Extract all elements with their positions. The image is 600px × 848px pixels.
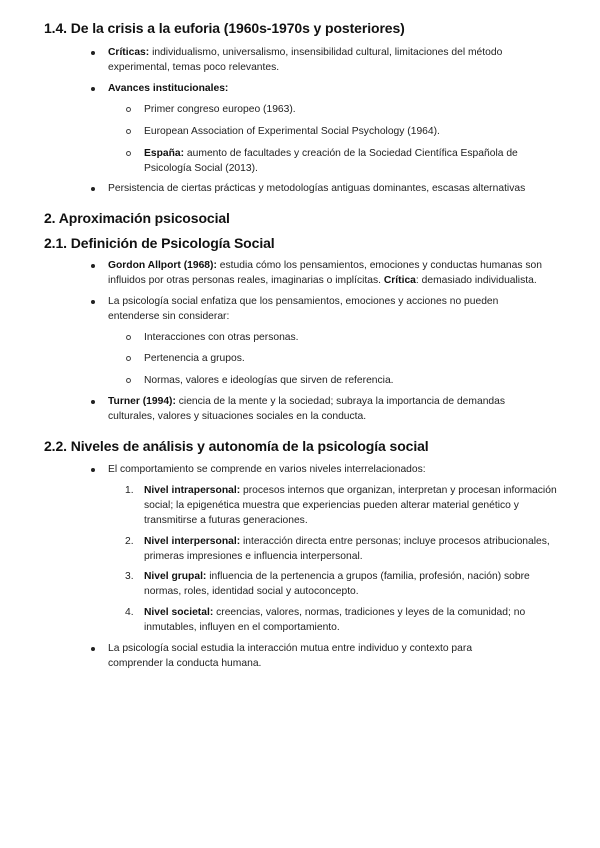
sub-item-pertenencia: Pertenencia a grupos. xyxy=(144,351,564,366)
list-item-intro: El comportamiento se comprende en varios niveles interrelacionados: xyxy=(108,462,548,477)
critica-label: Crítica xyxy=(383,275,416,286)
list-item-turner xyxy=(108,394,548,424)
list-item-closing: La psicología social estudia la interacción mutua entre individuo y contexto para comprender la conducta humana. xyxy=(108,641,528,671)
level-number: 1. xyxy=(125,485,134,496)
list-item-avances xyxy=(108,81,548,96)
turner-label: Turner (1994): xyxy=(108,396,176,407)
level-label: Nivel interpersonal: xyxy=(144,536,241,547)
level-number: 4. xyxy=(125,607,134,618)
level-label: Nivel intrapersonal: xyxy=(144,485,241,496)
level-label: Nivel societal: xyxy=(144,607,214,618)
level-number: 2. xyxy=(125,536,134,547)
critica-text: : demasiado individualista. xyxy=(415,275,537,286)
level-number: 3. xyxy=(125,571,134,582)
level-item-2 xyxy=(125,534,564,564)
avances-label: Avances institucionales: xyxy=(108,83,229,94)
level-item-3 xyxy=(125,569,564,599)
level-text: creencias, valores, normas, tradiciones y leyes de la comunidad; no inmutables, influyen en el comportamiento. xyxy=(144,607,526,633)
list-item-criticas xyxy=(108,45,548,75)
list-item-enfatiza: La psicología social enfatiza que los pensamientos, emociones y acciones no pueden entenderse sin considerar: xyxy=(108,294,548,324)
section-1-4-heading: 1.4. De la crisis a la euforia (1960s-1970s y posteriores) xyxy=(44,20,405,36)
sub-item-espana xyxy=(144,146,558,176)
sub-item-association: European Association of Experimental Social Psychology (1964). xyxy=(144,124,564,139)
level-text: interacción directa entre personas; incluye procesos atribucionales, primeras impresiones e influencia interpersonal. xyxy=(144,536,550,562)
turner-text: ciencia de la mente y la sociedad; subraya la importancia de demandas culturales, valores y situaciones sociales en la conducta. xyxy=(108,396,506,422)
sub-item-congreso: Primer congreso europeo (1963). xyxy=(144,102,564,117)
allport-label: Gordon Allport (1968): xyxy=(108,260,217,271)
espana-text: aumento de facultades y creación de la Sociedad Científica Española de Psicología Social (2013). xyxy=(144,148,518,174)
section-2-1-heading: 2.1. Definición de Psicología Social xyxy=(44,235,275,251)
level-item-4 xyxy=(125,605,564,635)
level-text: influencia de la pertenencia a grupos (familia, profesión, nación) sobre normas, roles, identidad social y autoconcepto. xyxy=(144,571,530,597)
espana-label: España: xyxy=(144,148,185,159)
allport-text: estudia cómo los pensamientos, emociones y conductas humanas son influidos por otras personas reales, imaginarias o implícitas. xyxy=(108,260,542,286)
list-item-persistencia: Persistencia de ciertas prácticas y metodologías antiguas dominantes, escasas alternativas xyxy=(108,181,578,196)
criticas-label: Críticas: xyxy=(108,47,150,58)
section-2-heading: 2. Aproximación psicosocial xyxy=(44,210,230,226)
level-label: Nivel grupal: xyxy=(144,571,207,582)
section-2-2-heading: 2.2. Niveles de análisis y autonomía de la psicología social xyxy=(44,438,429,454)
list-item-allport xyxy=(108,258,578,288)
sub-item-interacciones: Interacciones con otras personas. xyxy=(144,330,564,345)
level-item-1 xyxy=(125,483,564,528)
sub-item-normas: Normas, valores e ideologías que sirven de referencia. xyxy=(144,373,564,388)
criticas-text: individualismo, universalismo, insensibilidad cultural, limitaciones del método experimental, temas poco relevantes. xyxy=(108,47,503,73)
level-text: procesos internos que organizan, interpretan y procesan información social; la epigenética muestra que experiencias pueden alterar material genético y transmitirse a futuras generaciones. xyxy=(144,485,557,526)
